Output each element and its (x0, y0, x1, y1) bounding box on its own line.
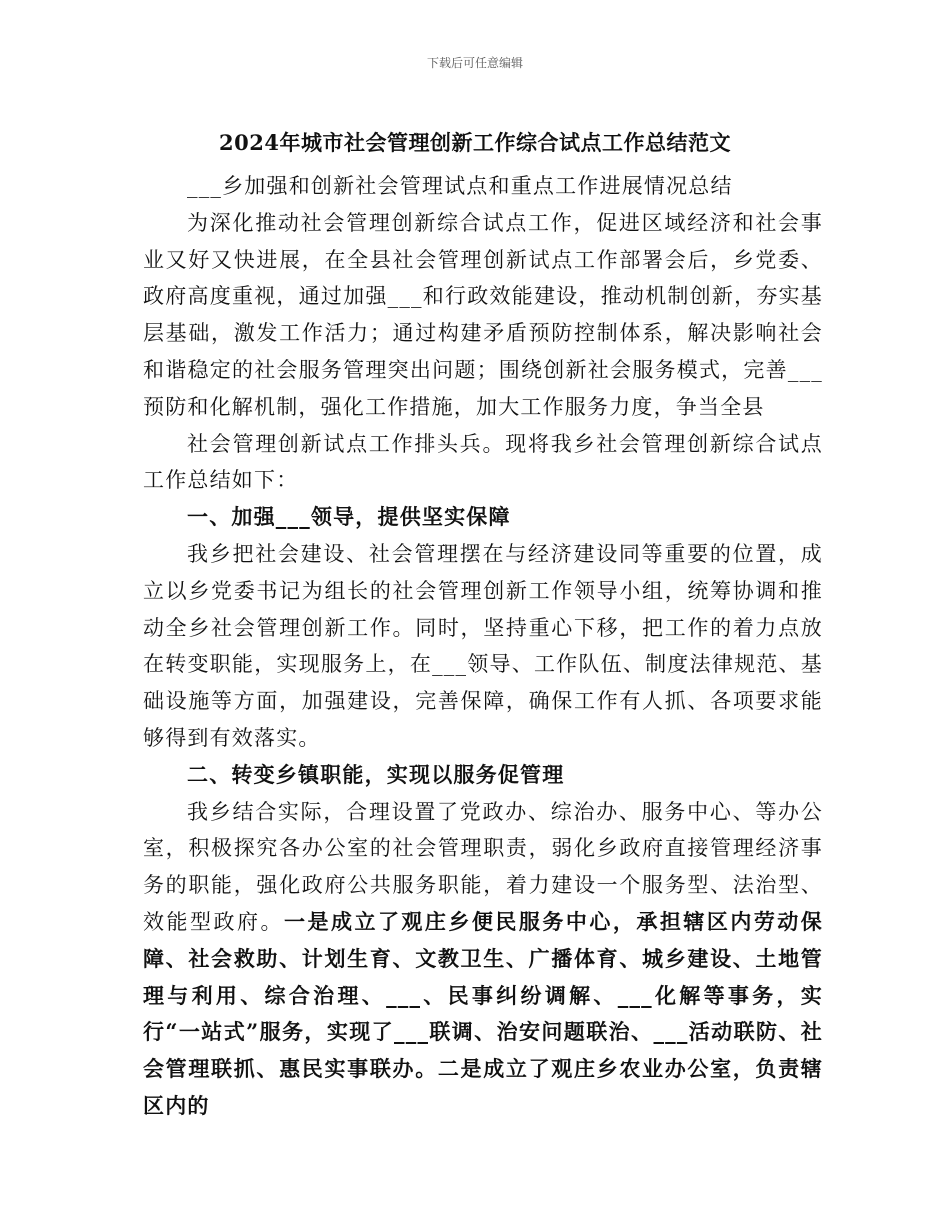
paragraph-bold-text: 一是成立了观庄乡便民服务中心，承担辖区内劳动保障、社会救助、计划生育、文教卫生、广播体育、城乡建设、土地管理与利用、综合治理、___、民事纠纷调解、___化解等事务，实行“一站式”服务，实现了___联调、治安问题联治、___活动联防、社会管理联抓、惠民实事联办。二是成立了观庄乡农业办公室，负责辖区内的 (143, 908, 823, 1118)
paragraph: 为深化推动社会管理创新综合试点工作，促进区域经济和社会事业又好又快进展，在全县社会管理创新试点工作部署会后，乡党委、政府高度重视，通过加强___和行政效能建设，推动机制创新，夯实基层基础，激发工作活力；通过构建矛盾预防控制体系，解决影响社会和谐稳定的社会服务管理突出问题；围绕创新社会服务模式，完善___预防和化解机制，强化工作措施，加大工作服务力度，争当全县 (143, 210, 823, 419)
paragraph (143, 794, 823, 1125)
subtitle: ___乡加强和创新社会管理试点和重点工作进展情况总结 (187, 174, 733, 198)
section-heading: 一、加强___领导，提供坚实保障 (187, 504, 511, 530)
paragraph-text: 我乡结合实际，合理设置了党政办、综治办、服务中心、等办公室，积极探究各办公室的社会管理职责，弱化乡政府直接管理经济事务的职能，强化政府公共服务职能，着力建设一个服务型、法治型、效能型政府。 (143, 799, 823, 934)
header-note: 下载后可任意编辑 (426, 56, 523, 70)
document-body (143, 168, 823, 1125)
paragraph: 社会管理创新试点工作排头兵。现将我乡社会管理创新综合试点工作总结如下： (143, 431, 823, 493)
paragraph: 我乡把社会建设、社会管理摆在与经济建设同等重要的位置，成立以乡党委书记为组长的社会管理创新工作领导小组，统筹协调和推动全乡社会管理创新工作。同时，坚持重心下移，把工作的着力点放在转变职能，实现服务上，在___领导、工作队伍、制度法律规范、基础设施等方面，加强建设，完善保障，确保工作有人抓、各项要求能够得到有效落实。 (143, 541, 823, 750)
document-title: 2024年城市社会管理创新工作综合试点工作总结范文 (219, 130, 731, 155)
section-heading: 二、转变乡镇职能，实现以服务促管理 (187, 761, 565, 787)
